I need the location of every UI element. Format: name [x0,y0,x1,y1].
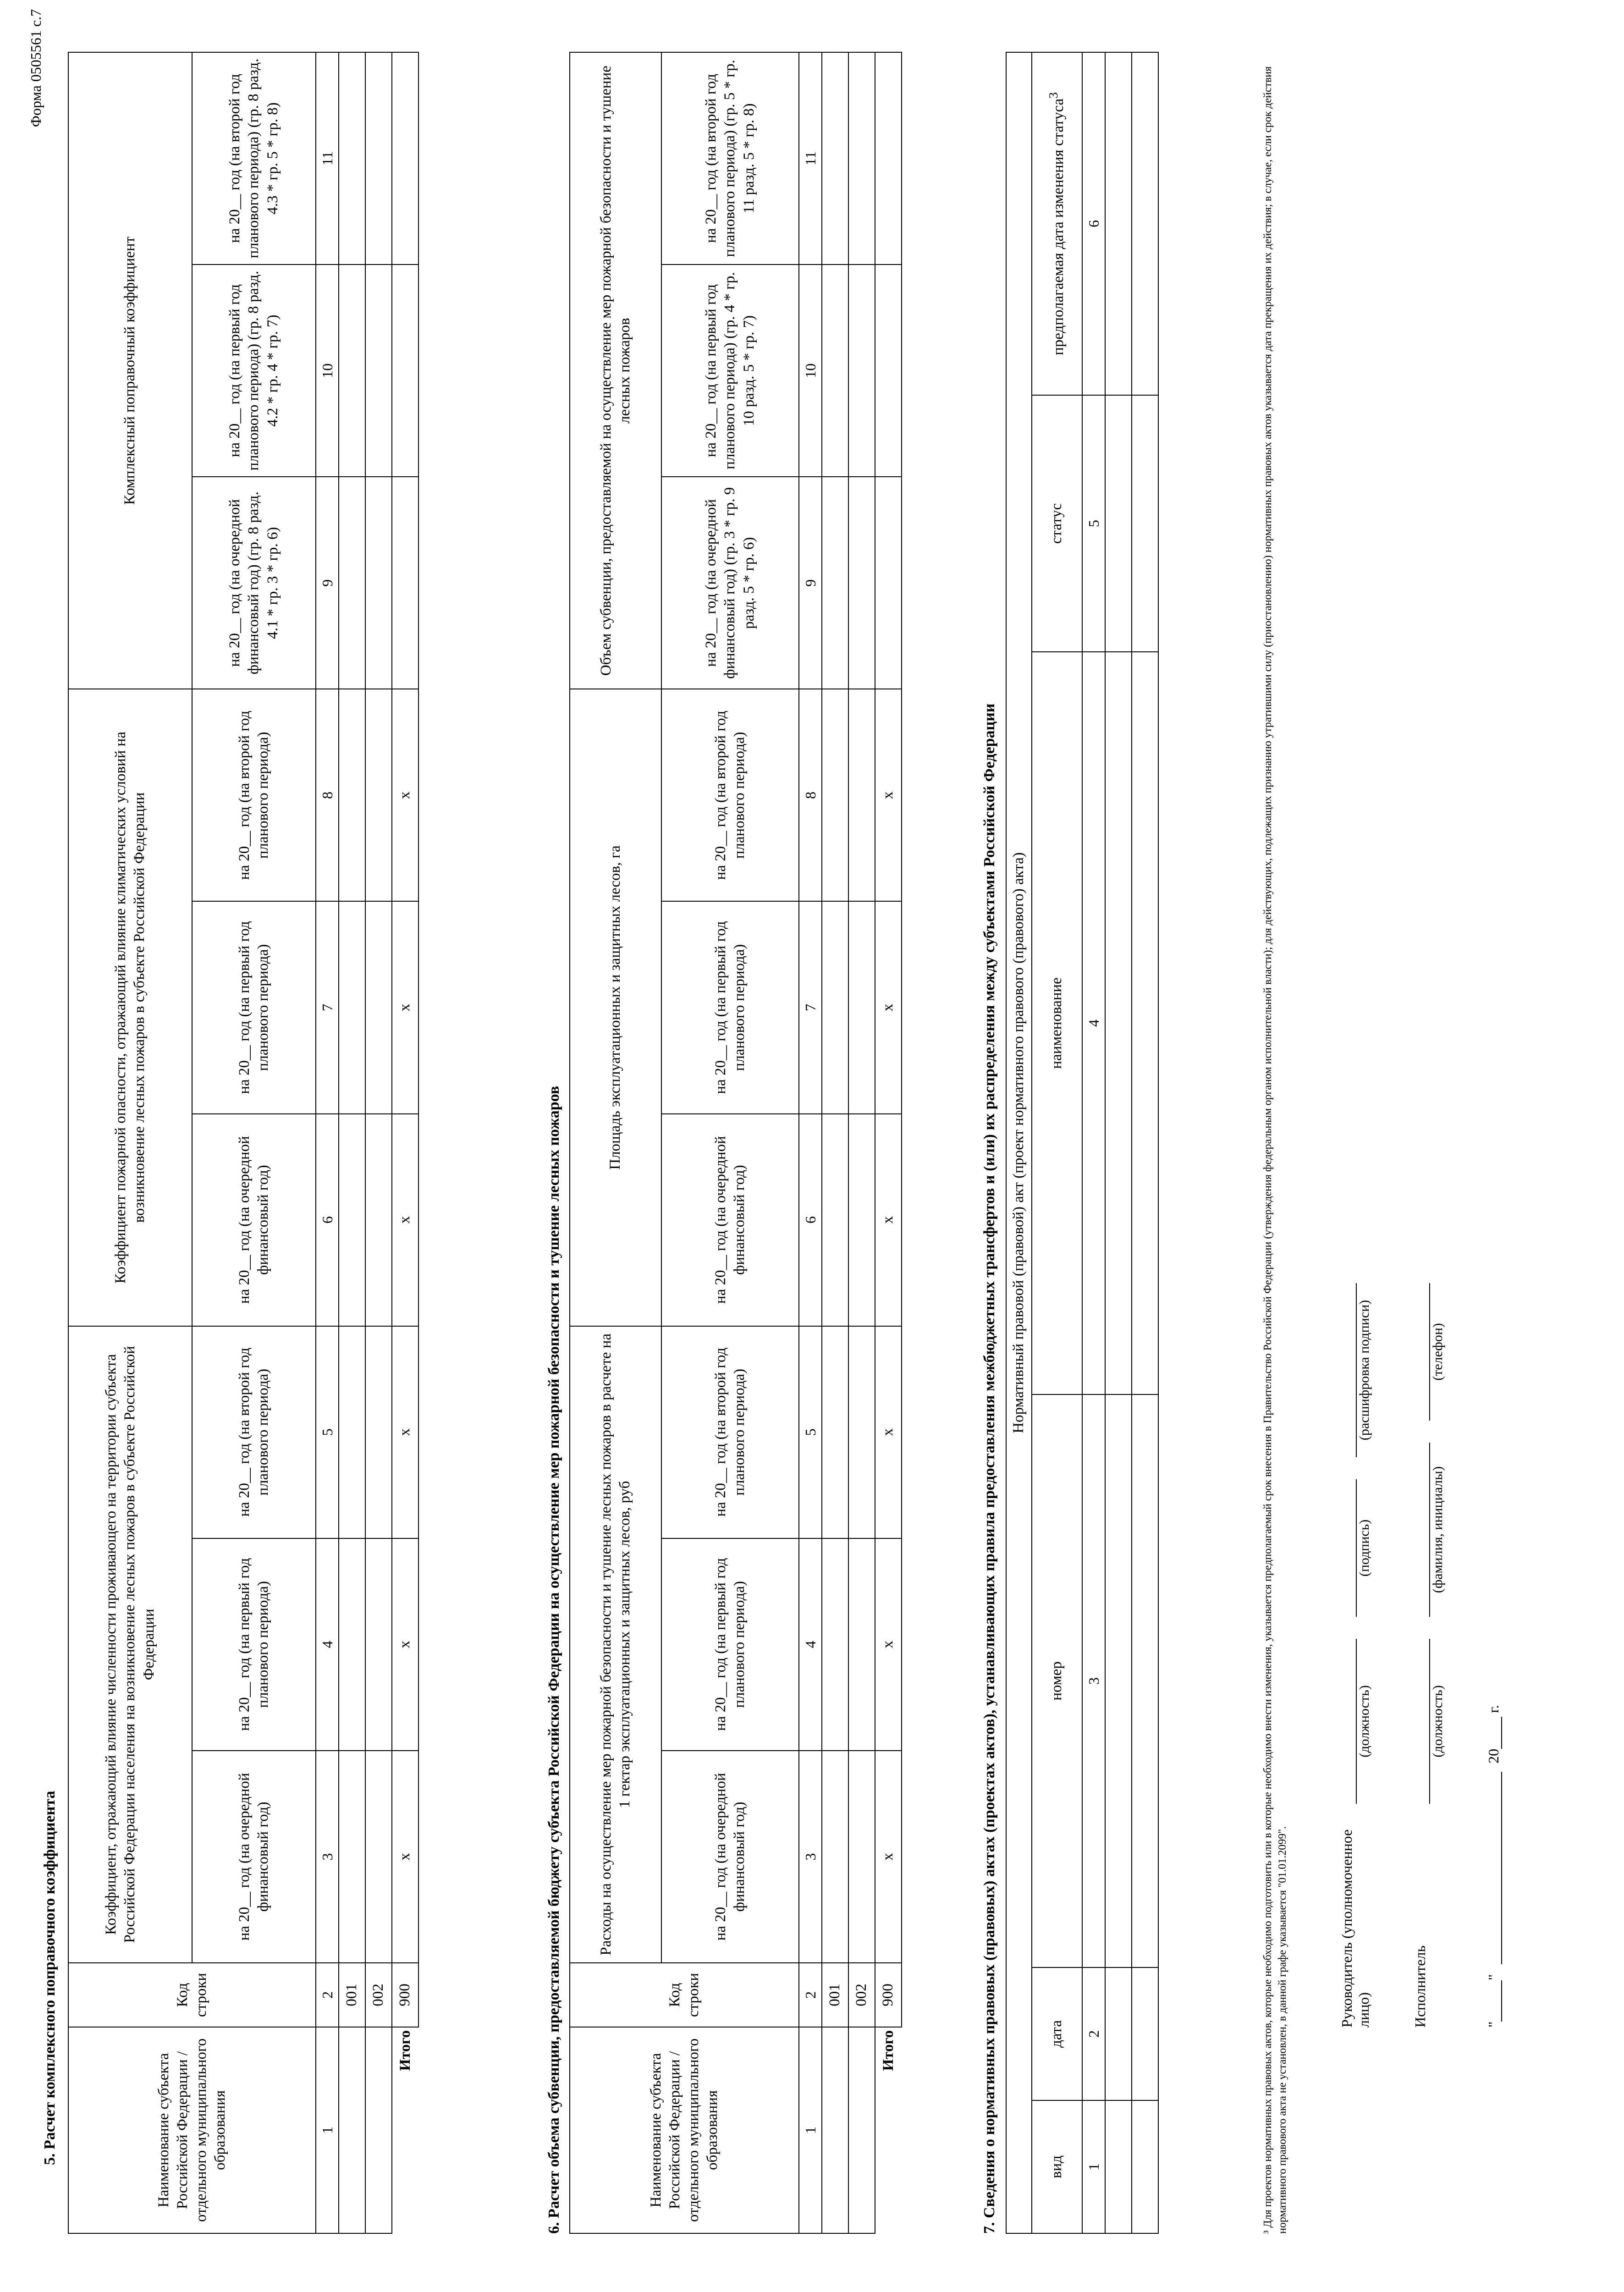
cell[interactable] [822,52,848,264]
s6-num-10: 10 [799,264,822,477]
exec-position-line[interactable] [1412,1639,1430,1804]
section-5-table [68,52,419,2234]
s5-total-x: x [392,1326,418,1538]
head-position-line[interactable] [1338,1639,1357,1804]
s5-head-group2: Коэффициент пожарной опасности, отражающий влияние климатических условий на возникновение лесных пожаров в субъекте Российской Федерации [68,689,192,1326]
date-quote-open: " [1485,2021,1502,2028]
s6-head-col6: на 20__ год (на очередной финансовый год) [661,1114,799,1326]
s5-head-col8: на 20__ год (на второй год планового периода) [192,689,316,901]
cell[interactable] [848,477,875,689]
footnote: ³ Для проектов нормативных правовых актов, которые необходимо подготовить или в которые необходимо внести изменения, указывается предполагаемый срок внесения в Правительство Российской Федерации (утверждения федеральным органом исполнительной власти); для действующих, подлежащих признанию утратившими силу (приостановлению) нормативных правовых актов указывается дата прекращения их действия; в случае, если срок действия нормативного правового акта не установлен, в данной графе указывается "01.01.2099". [1262,66,1289,2234]
exec-name-slot [1412,1443,1446,1617]
cell[interactable] [339,901,365,1113]
s6-total-x: x [875,1114,902,1326]
s6-total-x: x [875,901,902,1113]
cell[interactable] [365,1114,392,1326]
caption-signature: (подпись) [1357,1519,1372,1577]
cell[interactable] [822,1326,848,1538]
s5-head-col5: на 20__ год (на второй год планового периода) [192,1326,316,1538]
head-name-line[interactable] [1338,1283,1357,1457]
table-row [848,52,875,2233]
s5-num-4: 4 [316,1538,339,1751]
cell[interactable] [848,1114,875,1326]
s6-total-x: x [875,1538,902,1751]
s5-head-col10: на 20__ год (на первый год планового периода) (гр. 8 разд. 4.2 * гр. 4 * гр. 7) [192,264,316,477]
s5-num-9: 9 [316,477,339,689]
date-year-suffix: г. [1485,1705,1502,1713]
s6-head-col10: на 20__ год (на первый год планового периода) (гр. 4 * гр. 10 разд. 5 * гр. 7) [661,264,799,477]
s7-head-date: дата [1032,1967,1082,2100]
s5-total-x: x [392,689,418,901]
cell[interactable] [365,52,392,264]
table-row [1132,52,1158,2233]
s7-number-row [1082,52,1105,2233]
head-signature-slot [1338,1479,1372,1617]
cell[interactable] [365,264,392,477]
cell[interactable] [1105,395,1132,652]
cell[interactable] [1105,1967,1132,2100]
exec-phone-slot [1412,1283,1446,1421]
s6-num-5: 5 [799,1326,822,1538]
s6-num-11: 11 [799,52,822,264]
footnote-marker: 3 [1046,92,1061,99]
s5-num-11: 11 [316,52,339,264]
s6-head-code: Код строки [570,1963,799,2027]
head-signature-line[interactable] [1338,1479,1357,1617]
s6-total-label: Итого [875,2027,902,2233]
s5-r2-code: 002 [365,1963,392,2027]
s6-r2-code: 002 [848,1963,875,2027]
cell[interactable] [339,1751,365,1963]
caption-decoding: (расшифровка подписи) [1357,1300,1372,1441]
cell[interactable] [822,689,848,901]
section-5-title: 5. Расчет комплексного поправочного коэффициента [41,1791,58,2165]
s6-num-4: 4 [799,1538,822,1751]
cell[interactable] [848,1538,875,1751]
cell[interactable] [822,1538,848,1751]
cell[interactable] [339,1538,365,1751]
s5-num-8: 8 [316,689,339,901]
cell[interactable] [339,477,365,689]
cell[interactable] [822,477,848,689]
s5-num-2: 2 [316,1963,339,2027]
s5-head-col4: на 20__ год (на первый год планового периода) [192,1538,316,1751]
s6-head-col7: на 20__ год (на первый год планового периода) [661,901,799,1113]
s6-head-col11: на 20__ год (на второй год планового периода) (гр. 5 * гр. 11 разд. 5 * гр. 8) [661,52,799,264]
s7-head-kind: вид [1032,2100,1082,2233]
date-month-field[interactable] [1486,1772,1502,1964]
s7-head-status: статус [1032,395,1082,652]
s6-total-code: 900 [875,1963,902,2027]
cell[interactable] [1132,1394,1158,1967]
cell[interactable] [392,52,418,264]
s7-head-status-date-label: предполагаемая дата изменения статуса [1050,98,1067,355]
cell[interactable] [339,52,365,264]
caption-position: (должность) [1357,1685,1372,1758]
cell[interactable] [1132,2100,1158,2233]
date-year-prefix: 20 [1485,1748,1502,1763]
section-6-table [569,52,902,2234]
cell[interactable] [848,264,875,477]
s5-num-7: 7 [316,901,339,1113]
s5-head-name: Наименование субъекта Российской Федерации / отдельного муниципального образования [68,2027,316,2233]
cell[interactable] [822,901,848,1113]
s5-total-code: 900 [392,1963,418,2027]
section-7 [981,52,1159,2234]
caption-fio: (фамилия, инициалы) [1430,1466,1445,1593]
s5-head-group1: Коэффициент, отражающий влияние численности проживающего на территории субъекта Российской Федерации населения на возникновение лесных пожаров в субъекте Российской Федерации [68,1326,192,1963]
caption-position: (должность) [1430,1685,1445,1758]
s7-num-5: 5 [1082,395,1105,652]
s6-head-col4: на 20__ год (на первый год планового периода) [661,1538,799,1751]
s7-num-3: 3 [1082,1394,1105,1967]
s7-num-2: 2 [1082,1967,1105,2100]
cell[interactable] [875,477,902,689]
cell[interactable] [365,1751,392,1963]
s5-r1-code: 001 [339,1963,365,2027]
cell[interactable] [339,689,365,901]
exec-name-line[interactable] [1412,1443,1430,1617]
table-row [1105,52,1132,2233]
section-7-table [1006,52,1159,2234]
s5-head-col11: на 20__ год (на второй год планового периода) (гр. 8 разд. 4.3 * гр. 5 * гр. 8) [192,52,316,264]
s6-num-3: 3 [799,1751,822,1963]
s5-num-10: 10 [316,264,339,477]
head-label: Руководитель (уполномоченное лицо) [1338,1829,1372,2028]
s6-head-group2: Площадь эксплуатационных и защитных лесов, га [570,689,661,1326]
s6-num-1: 1 [799,2027,822,2233]
s7-num-4: 4 [1082,652,1105,1394]
s7-head-number: номер [1032,1394,1082,1967]
s5-total-x: x [392,1538,418,1751]
s5-head-col9: на 20__ год (на очередной финансовый год) (гр. 8 разд. 4.1 * гр. 3 * гр. 6) [192,477,316,689]
cell[interactable] [1105,1394,1132,1967]
cell[interactable] [365,689,392,901]
cell[interactable] [365,1326,392,1538]
executor-signature-block [1412,1265,1446,2028]
s6-r1-name[interactable] [822,2027,848,2233]
cell[interactable] [875,264,902,477]
s5-r1-name[interactable] [339,2027,365,2233]
exec-position-slot [1412,1639,1446,1804]
date-quote-close: " [1485,1974,1502,1980]
s6-head-col9: на 20__ год (на очередной финансовый год) (гр. 3 * гр. 9 разд. 5 * гр. 6) [661,477,799,689]
cell[interactable] [848,901,875,1113]
s6-total-x: x [875,1326,902,1538]
s5-total-x: x [392,1751,418,1963]
s6-total-row [875,52,902,2233]
s5-number-row [316,52,339,2233]
s5-total-row [392,52,418,2233]
cell[interactable] [1132,652,1158,1394]
cell[interactable] [1132,395,1158,652]
cell[interactable] [1105,52,1132,395]
s6-r1-code: 001 [822,1963,848,2027]
s5-num-3: 3 [316,1751,339,1963]
s5-num-5: 5 [316,1326,339,1538]
cell[interactable] [1132,52,1158,395]
s6-head-col3: на 20__ год (на очередной финансовый год) [661,1751,799,1963]
cell[interactable] [392,477,418,689]
s7-head-group: Нормативный правовой (правовой) акт (проект нормативного правового (правового) акта) [1006,52,1032,2233]
cell[interactable] [822,1751,848,1963]
s7-head-title: наименование [1032,652,1082,1394]
s5-r2-name[interactable] [365,2027,392,2233]
cell[interactable] [365,1538,392,1751]
section-6 [545,52,902,2234]
s6-head-name: Наименование субъекта Российской Федерации / отдельного муниципального образования [570,2027,799,2233]
s5-num-1: 1 [316,2027,339,2233]
date-line [1485,1705,1502,2028]
date-year-field[interactable] [1486,1717,1502,1749]
cell[interactable] [339,1114,365,1326]
s6-total-x: x [875,689,902,901]
cell[interactable] [822,1114,848,1326]
cell[interactable] [365,477,392,689]
cell[interactable] [848,52,875,264]
s7-num-1: 1 [1082,2100,1105,2233]
s6-num-2: 2 [799,1963,822,2027]
s7-head-status-date [1032,52,1082,395]
s6-num-8: 8 [799,689,822,901]
form-code: Форма 0505561 с.7 [28,9,44,127]
cell[interactable] [392,264,418,477]
s5-head-col6: на 20__ год (на очередной финансовый год) [192,1114,316,1326]
cell[interactable] [1132,1967,1158,2100]
s6-head-group1: Расходы на осуществление мер пожарной безопасности и тушение лесных пожаров в расчете на 1 гектар эксплуатационных и защитных лесов, руб [570,1326,661,1963]
s5-total-x: x [392,1114,418,1326]
caption-phone: (телефон) [1430,1323,1445,1381]
s5-total-label: Итого [392,2027,418,2233]
cell[interactable] [339,1326,365,1538]
s5-head-group3: Комплексный поправочный коэффициент [68,52,192,689]
s5-total-x: x [392,901,418,1113]
s6-num-7: 7 [799,901,822,1113]
s6-head-col8: на 20__ год (на второй год планового периода) [661,689,799,901]
s6-num-9: 9 [799,477,822,689]
cell[interactable] [339,264,365,477]
cell[interactable] [822,264,848,477]
table-row [339,52,365,2233]
head-name-slot [1338,1283,1372,1457]
head-signature-block [1338,1265,1372,2028]
date-day-field[interactable] [1486,1980,1502,2022]
cell[interactable] [365,901,392,1113]
section-6-title: 6. Расчет объема субвенции, предоставляемой бюджету субъекта Российской Федерации на осуществление мер пожарной безопасности и тушение лесных пожаров [545,1085,562,2234]
s6-num-6: 6 [799,1114,822,1326]
s6-number-row [799,52,822,2233]
cell[interactable] [875,52,902,264]
cell[interactable] [1105,652,1132,1394]
section-5 [41,52,419,2234]
s6-r2-name[interactable] [848,2027,875,2233]
s6-head-col5: на 20__ год (на второй год планового периода) [661,1326,799,1538]
s5-head-col7: на 20__ год (на первый год планового периода) [192,901,316,1113]
cell[interactable] [848,1326,875,1538]
executor-label: Исполнитель [1412,1945,1428,2028]
s5-head-code: Код строки [68,1963,316,2027]
cell[interactable] [1105,2100,1132,2233]
s6-total-x: x [875,1751,902,1963]
s6-head-group3: Объем субвенции, предоставляемой на осуществление мер пожарной безопасности и тушение лесных пожаров [570,52,661,689]
table-row [822,52,848,2233]
s5-head-col3: на 20__ год (на очередной финансовый год) [192,1751,316,1963]
exec-phone-line[interactable] [1412,1283,1430,1421]
cell[interactable] [848,1751,875,1963]
s7-num-6: 6 [1082,52,1105,395]
head-position-slot [1338,1639,1372,1804]
section-7-title: 7. Сведения о нормативных правовых (правовых) актах (проектах актов), устанавливающих правила предоставления межбюджетных трансфертов и (или) их распределения между субъектами Российской Федерации [981,703,998,2234]
table-row [365,52,392,2233]
s5-num-6: 6 [316,1114,339,1326]
cell[interactable] [848,689,875,901]
